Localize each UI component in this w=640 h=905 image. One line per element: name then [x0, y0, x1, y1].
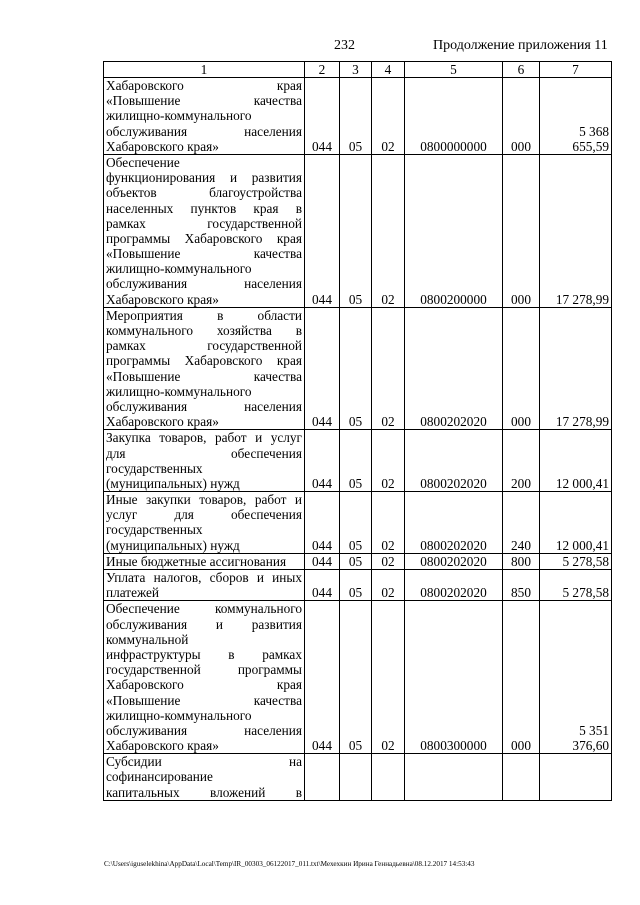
name-word: Обеспечение: [106, 154, 180, 170]
name-word: государственных: [106, 460, 203, 476]
name-word: обслуживания: [106, 722, 188, 738]
name-line: [106, 170, 302, 185]
name-word: закупки: [145, 492, 191, 508]
amount-cell: 5 278,58: [540, 570, 612, 601]
subsection-code-cell: 02: [372, 78, 405, 155]
column-header: 1: [104, 62, 305, 78]
target-article-cell: 0800000000: [405, 78, 503, 155]
name-line: [106, 738, 302, 753]
item-name-cell: [104, 307, 305, 430]
section-code-cell: 05: [340, 78, 372, 155]
page-number: 232: [334, 38, 355, 53]
name-word: Закупка: [106, 430, 151, 446]
name-line: [106, 492, 302, 507]
name-line: [106, 384, 302, 399]
name-word: населения: [244, 398, 302, 414]
name-line: [106, 369, 302, 384]
section-code-cell: 05: [340, 570, 372, 601]
name-word: и: [215, 616, 223, 632]
target-article-cell: 0800202020: [405, 492, 503, 554]
name-word: Мероприятия: [106, 307, 183, 323]
name-word: государственных: [106, 522, 203, 538]
target-article-cell: 0800202020: [405, 570, 503, 601]
table-row: [104, 601, 612, 754]
name-word: Субсидии: [106, 754, 162, 770]
name-word: товаров,: [199, 492, 247, 508]
table-row: [104, 570, 612, 601]
name-line: [106, 78, 302, 93]
name-word: развития: [251, 616, 302, 632]
expense-type-cell: 850: [503, 570, 540, 601]
name-word: развития: [251, 170, 302, 186]
table-row: [104, 492, 612, 554]
subsection-code-cell: 02: [372, 570, 405, 601]
name-word: жилищно-коммунального: [106, 383, 252, 399]
name-word: обслуживания: [106, 616, 188, 632]
name-line: [106, 155, 302, 170]
subsection-code-cell: 02: [372, 492, 405, 554]
section-code-cell: 05: [340, 154, 372, 307]
name-line: [106, 461, 302, 476]
subsection-code-cell: 02: [372, 154, 405, 307]
name-word: «Повышение: [106, 368, 181, 384]
name-word: края: [276, 353, 302, 369]
name-word: (муниципальных) нужд: [106, 537, 240, 553]
name-line: [106, 522, 302, 537]
name-word: государственной: [207, 338, 302, 354]
name-word: государственной: [207, 215, 302, 231]
name-line: [106, 353, 302, 368]
name-word: Уплата: [106, 570, 146, 586]
subsection-code-cell: 02: [372, 601, 405, 754]
name-line: [106, 554, 302, 569]
name-word: и: [255, 430, 263, 446]
name-line: [106, 292, 302, 307]
target-article-cell: 0800202020: [405, 553, 503, 569]
target-article-cell: 0800300000: [405, 601, 503, 754]
section-code-cell: 05: [340, 307, 372, 430]
name-word: и: [294, 492, 302, 508]
table-row: [104, 154, 612, 307]
name-word: обеспечения: [230, 507, 302, 523]
budget-table: [103, 61, 612, 801]
amount-cell: [540, 754, 612, 801]
name-line: [106, 216, 302, 231]
name-line: [106, 276, 302, 291]
name-word: коммунального: [106, 323, 194, 338]
name-line: [106, 662, 302, 677]
name-line: [106, 246, 302, 261]
name-line: [106, 476, 302, 491]
amount-cell: 17 278,99: [540, 154, 612, 307]
name-word: «Повышение: [106, 246, 181, 262]
name-word: товаров,: [159, 430, 207, 446]
name-word: Хабаровского края»: [106, 138, 219, 154]
name-line: [106, 124, 302, 139]
name-word: работ: [214, 430, 247, 446]
subsection-code-cell: 02: [372, 430, 405, 492]
name-word: жилищно-коммунального: [106, 261, 252, 277]
name-word: налогов,: [153, 570, 202, 586]
name-word: обеспечения: [231, 445, 302, 461]
amount-cell: 5 351 376,60: [540, 601, 612, 754]
name-word: государственной: [106, 662, 201, 678]
item-name-cell: [104, 430, 305, 492]
name-word: рамках: [106, 215, 146, 231]
item-name-cell: [104, 570, 305, 601]
name-word: Хабаровского: [184, 353, 263, 369]
table-row: [104, 78, 612, 155]
expense-type-cell: 000: [503, 154, 540, 307]
name-word: качества: [253, 246, 302, 262]
name-word: Хабаровского края»: [106, 291, 219, 307]
name-word: в: [217, 307, 224, 323]
target-article-cell: 0800202020: [405, 430, 503, 492]
amount-cell: 17 278,99: [540, 307, 612, 430]
name-word: и: [256, 570, 264, 586]
name-line: [106, 338, 302, 353]
name-word: и: [229, 170, 238, 186]
table-row: [104, 307, 612, 430]
name-word: услуг: [106, 507, 138, 523]
amount-cell: 5 278,58: [540, 553, 612, 569]
name-word: функционирования: [106, 170, 216, 186]
table-row: [104, 553, 612, 569]
item-name-cell: [104, 492, 305, 554]
target-article-cell: 0800202020: [405, 307, 503, 430]
name-word: жилищно-коммунального: [106, 108, 252, 124]
name-word: в: [228, 646, 235, 662]
subsection-code-cell: [372, 754, 405, 801]
name-line: [106, 785, 302, 800]
name-line: [106, 647, 302, 662]
expense-type-cell: [503, 754, 540, 801]
amount-cell: 5 368 655,59: [540, 78, 612, 155]
table-row: [104, 754, 612, 801]
name-line: [106, 201, 302, 216]
name-word: программы: [106, 353, 171, 369]
expense-type-cell: 000: [503, 601, 540, 754]
name-word: Хабаровского: [184, 230, 263, 246]
name-word: качества: [253, 93, 302, 109]
name-word: края: [276, 230, 302, 246]
name-word: населенных: [106, 200, 174, 216]
admin-code-cell: 044: [305, 154, 340, 307]
name-word: жилищно-коммунального: [106, 707, 252, 723]
table-body: [104, 78, 612, 801]
table-row: [104, 430, 612, 492]
name-word: Хабаровского края»: [106, 738, 219, 754]
name-line: [106, 507, 302, 522]
section-code-cell: [340, 754, 372, 801]
name-word: для: [106, 445, 126, 461]
name-line: [106, 185, 302, 200]
admin-code-cell: 044: [305, 307, 340, 430]
name-word: рамках: [106, 338, 146, 354]
name-line: [106, 93, 302, 108]
name-line: [106, 139, 302, 154]
item-name-cell: [104, 601, 305, 754]
name-line: [106, 261, 302, 276]
name-word: населения: [244, 276, 302, 292]
name-word: рамках: [262, 646, 302, 662]
name-line: [106, 231, 302, 246]
section-code-cell: 05: [340, 492, 372, 554]
name-word: вложений: [210, 784, 266, 800]
admin-code-cell: 044: [305, 601, 340, 754]
name-word: на: [288, 754, 302, 770]
admin-code-cell: 044: [305, 553, 340, 569]
name-word: обслуживания: [106, 123, 188, 139]
name-word: платежей: [106, 585, 160, 601]
name-word: программы: [106, 230, 171, 246]
name-word: «Повышение: [106, 93, 181, 109]
footer-file-path: C:\Users\iguselekhina\AppData\Local\Temp\IR_00303_06122017_011.txt\Мехехкин Ирина Геннадьевна\08.12.2017 14:53:43: [104, 860, 475, 868]
item-name-cell: [104, 553, 305, 569]
name-word: сборов: [209, 570, 249, 586]
name-line: [106, 723, 302, 738]
name-word: «Повышение: [106, 692, 181, 708]
name-line: [106, 446, 302, 461]
amount-cell: 12 000,41: [540, 492, 612, 554]
subsection-code-cell: 02: [372, 553, 405, 569]
name-line: [106, 323, 302, 338]
name-line: [106, 585, 302, 600]
admin-code-cell: 044: [305, 492, 340, 554]
name-word: инфраструктуры: [106, 646, 201, 662]
subsection-code-cell: 02: [372, 307, 405, 430]
name-word: области: [257, 307, 302, 323]
name-line: [106, 308, 302, 323]
name-word: услуг: [270, 430, 302, 446]
expense-type-cell: 000: [503, 78, 540, 155]
table-header-row: [104, 62, 612, 78]
name-word: коммунального: [214, 601, 302, 617]
name-word: Обеспечение: [106, 601, 180, 617]
name-word: хозяйства: [216, 323, 272, 338]
name-line: [106, 538, 302, 553]
target-article-cell: 0800200000: [405, 154, 503, 307]
name-word: капитальных: [106, 784, 180, 800]
column-header: 3: [340, 62, 372, 78]
expense-type-cell: 200: [503, 430, 540, 492]
name-line: [106, 414, 302, 429]
item-name-cell: [104, 754, 305, 801]
expense-type-cell: 800: [503, 553, 540, 569]
name-word: благоустройства: [209, 185, 302, 201]
name-word: программы: [237, 662, 302, 678]
name-line: [106, 693, 302, 708]
continuation-heading: Продолжение приложения 11: [433, 38, 608, 53]
column-header: 4: [372, 62, 405, 78]
expense-type-cell: 000: [503, 307, 540, 430]
name-line: [106, 677, 302, 692]
name-word: Хабаровского: [106, 677, 184, 693]
name-word: обслуживания: [106, 398, 188, 414]
name-line: [106, 601, 302, 616]
item-name-cell: [104, 78, 305, 155]
name-line: [106, 108, 302, 123]
name-word: для: [174, 507, 194, 523]
section-code-cell: 05: [340, 553, 372, 569]
name-word: обслуживания: [106, 276, 188, 292]
admin-code-cell: [305, 754, 340, 801]
column-header: 7: [540, 62, 612, 78]
name-word: иных: [272, 570, 302, 586]
name-word: пунктов: [190, 200, 237, 216]
name-word: в: [295, 784, 302, 800]
name-word: объектов: [106, 185, 157, 201]
name-line: [106, 708, 302, 723]
admin-code-cell: 044: [305, 570, 340, 601]
name-word: населения: [244, 722, 302, 738]
name-line: [106, 570, 302, 585]
name-word: качества: [253, 368, 302, 384]
expense-type-cell: 240: [503, 492, 540, 554]
target-article-cell: [405, 754, 503, 801]
name-word: работ: [254, 492, 287, 508]
name-line: [106, 754, 302, 769]
admin-code-cell: 044: [305, 430, 340, 492]
section-code-cell: 05: [340, 430, 372, 492]
column-header: 6: [503, 62, 540, 78]
name-word: Хабаровского края»: [106, 414, 219, 430]
name-word: софинансирование: [106, 769, 213, 785]
name-word: качества: [253, 692, 302, 708]
name-word: Иные: [106, 492, 138, 508]
name-line: [106, 769, 302, 784]
item-name-cell: [104, 154, 305, 307]
name-line: [106, 430, 302, 445]
name-line: [106, 399, 302, 414]
name-word: в: [295, 200, 302, 216]
name-line: [106, 617, 302, 632]
name-line: [106, 632, 302, 647]
amount-cell: 12 000,41: [540, 430, 612, 492]
name-word: Хабаровского: [106, 78, 184, 93]
name-word: края: [276, 78, 302, 93]
name-word: края: [253, 200, 279, 216]
admin-code-cell: 044: [305, 78, 340, 155]
name-word: коммунальной: [106, 631, 189, 647]
column-header: 5: [405, 62, 503, 78]
name-word: в: [295, 323, 302, 338]
name-word: (муниципальных) нужд: [106, 475, 240, 491]
name-word: края: [276, 677, 302, 693]
section-code-cell: 05: [340, 601, 372, 754]
name-word: Иные бюджетные ассигнования: [106, 553, 287, 569]
column-header: 2: [305, 62, 340, 78]
name-word: населения: [244, 123, 302, 139]
